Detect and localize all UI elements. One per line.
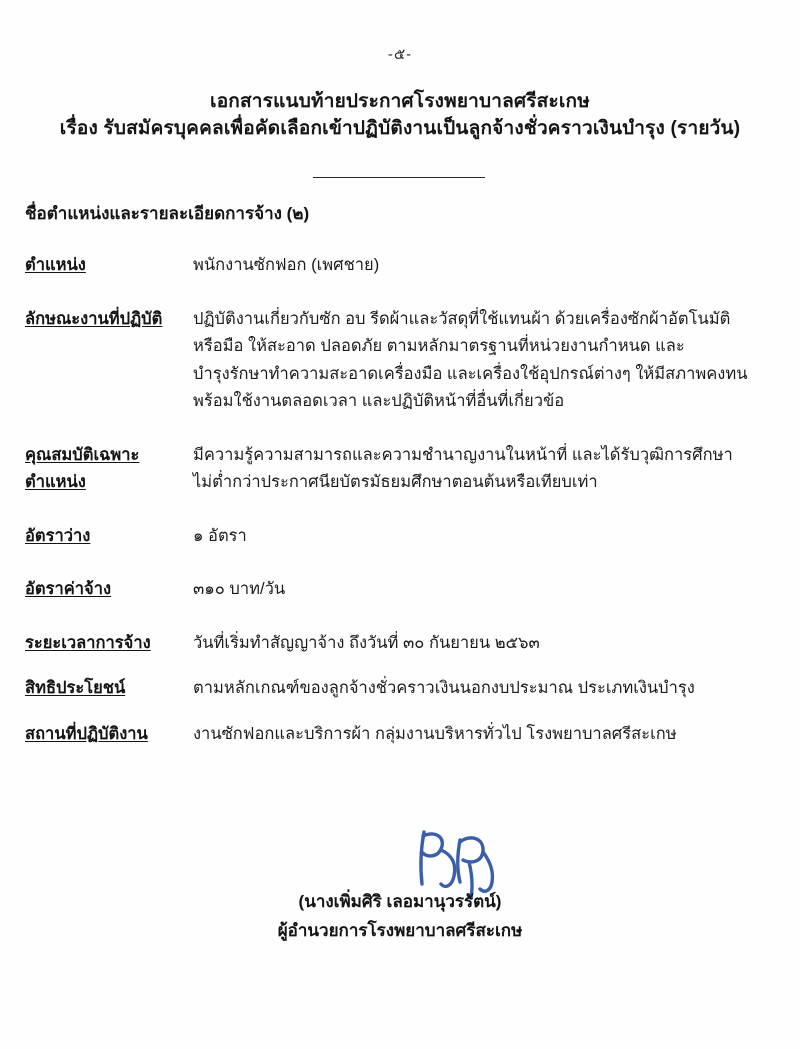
page-number: -๕- — [387, 46, 413, 63]
row-vacancies — [0, 523, 800, 551]
row-value-line: หรือมือ ให้สะอาด ปลอดภัย ตามหลักมาตรฐานที่หน่วยงานกำหนด และ — [193, 337, 685, 355]
detail-rows — [0, 252, 800, 766]
row-value — [193, 675, 800, 703]
heading-line-2: เรื่อง รับสมัครบุคคลเพื่อคัดเลือกเข้าปฏิบัติงานเป็นลูกจ้างชั่วคราวเงินบำรุง (รายวัน) — [59, 118, 741, 139]
row-value-line: ๓๑๐ บาท/วัน — [193, 580, 286, 598]
row-value-line: มีความรู้ความสามารถและความชำนาญงานในหน้าที่ และได้รับวุฒิการศึกษา — [193, 445, 733, 464]
row-label-text: ลักษณะงานที่ปฏิบัติ — [25, 309, 163, 328]
row-label — [0, 306, 193, 333]
signer-name: (นางเพิ่มศิริ เลอมานุวรรัตน์) — [298, 892, 502, 911]
row-label — [0, 523, 193, 550]
row-value — [193, 721, 800, 749]
row-value — [193, 252, 800, 280]
row-label — [0, 252, 193, 279]
row-benefits — [0, 675, 800, 703]
row-label-text: ตำแหน่ง — [25, 256, 86, 274]
row-label — [0, 576, 193, 603]
row-position — [0, 252, 800, 280]
document-heading — [0, 88, 800, 142]
row-value-line: ตามหลักเกณฑ์ของลูกจ้างชั่วคราวเงินนอกงบประมาณ ประเภทเงินบำรุง — [193, 679, 695, 697]
row-value-line: พร้อมใช้งานตลอดเวลา และปฏิบัติหน้าที่อื่นที่เกี่ยวข้อ — [193, 392, 565, 410]
row-label — [0, 442, 193, 496]
row-qualifications — [0, 442, 800, 497]
row-label-text: อัตราค่าจ้าง — [25, 580, 112, 598]
row-job-description — [0, 306, 800, 416]
row-label — [0, 630, 193, 657]
signature-block — [0, 826, 800, 946]
row-value-line: วันที่เริ่มทำสัญญาจ้าง ถึงวันที่ ๓๐ กันยายน ๒๕๖๓ — [193, 633, 540, 652]
row-value — [193, 523, 800, 551]
row-wage — [0, 576, 800, 604]
row-label-text: อัตราว่าง — [25, 526, 91, 545]
section-heading: ชื่อตำแหน่งและรายละเอียดการจ้าง (๒) — [25, 204, 310, 223]
row-value-line: ไม่ต่ำกว่าประกาศนียบัตรมัธยมศึกษาตอนต้นหรือเทียบเท่า — [193, 473, 598, 491]
row-value-line: ปฏิบัติงานเกี่ยวกับซัก อบ รีดผ้าและวัสดุที่ใช้แทนผ้า ด้วยเครื่องซักผ้าอัตโนมัติ — [193, 309, 731, 328]
row-value — [193, 576, 800, 604]
row-label-text: สิทธิประโยชน์ — [25, 679, 126, 697]
row-employment-period — [0, 630, 800, 658]
row-value — [193, 630, 800, 658]
row-label-text: คุณสมบัติเฉพาะตำแหน่ง — [25, 445, 140, 491]
row-label-text: สถานที่ปฏิบัติงาน — [25, 724, 148, 743]
heading-line-1: เอกสารแนบท้ายประกาศโรงพยาบาลศรีสะเกษ — [210, 91, 590, 112]
row-label — [0, 721, 193, 748]
row-value-line: งานซักฟอกและบริการผ้า กลุ่มงานบริหารทั่วไป โรงพยาบาลศรีสะเกษ — [193, 724, 677, 743]
row-value — [193, 442, 800, 497]
row-value-line: ๑ อัตรา — [193, 526, 247, 545]
row-value-line: พนักงานซักฟอก (เพศชาย) — [193, 256, 380, 274]
row-work-location — [0, 721, 800, 749]
title-divider — [313, 177, 485, 178]
row-value-line: บำรุงรักษาทำความสะอาดเครื่องมือ และเครื่องใช้อุปกรณ์ต่างๆ ให้มีสภาพคงทน — [193, 364, 748, 383]
row-value — [193, 306, 800, 416]
row-label-text: ระยะเวลาการจ้าง — [25, 633, 151, 652]
signer-role: ผู้อำนวยการโรงพยาบาลศรีสะเกษ — [277, 921, 523, 940]
row-label — [0, 675, 193, 702]
